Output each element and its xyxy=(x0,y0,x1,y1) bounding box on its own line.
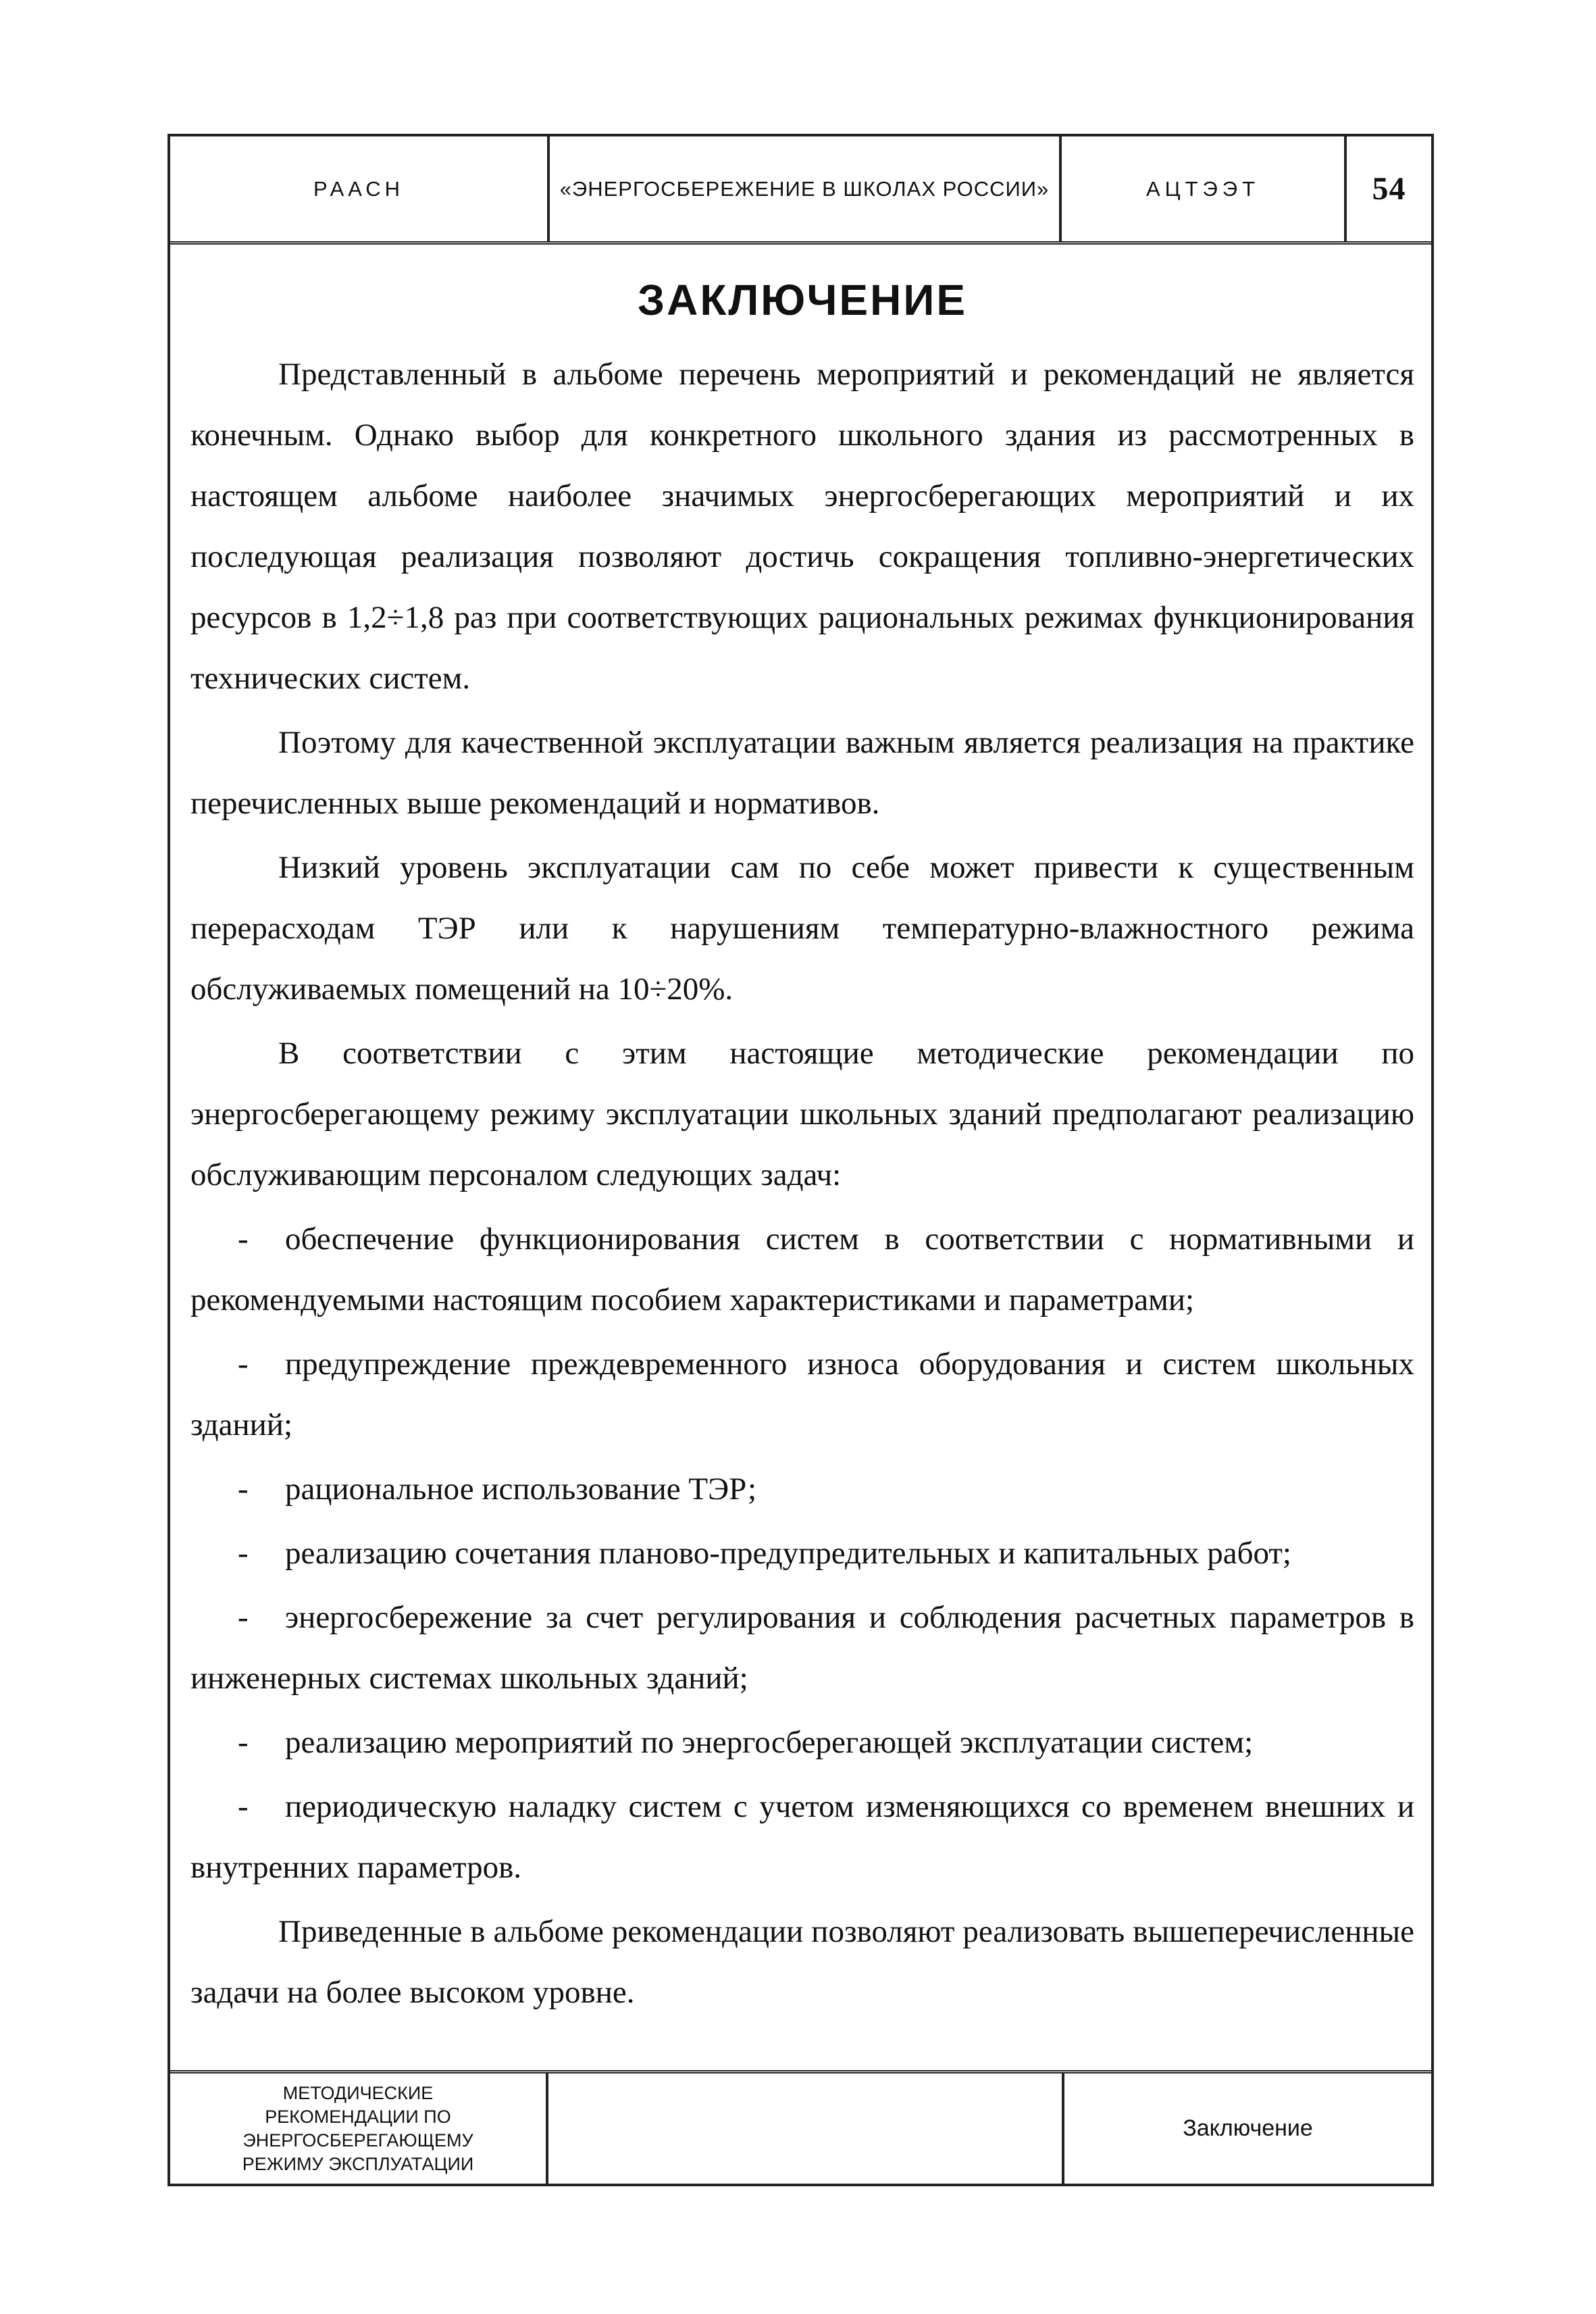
dash-marker: - xyxy=(238,1347,249,1382)
footer-table xyxy=(170,2070,1431,2184)
list-item-text: предупреждение преждевременного износа оборудования и систем школьных зданий; xyxy=(190,1347,1414,1442)
header-table xyxy=(170,136,1431,245)
page-title: ЗАКЛЮЧЕНИЕ xyxy=(638,276,967,324)
footer-middle-cell xyxy=(548,2073,1064,2184)
paragraph: Поэтому для качественной эксплуатации важным является реализация на практике перечисленных выше рекомендаций и нормативов. xyxy=(190,725,1414,821)
list-item-text: рациональное использование ТЭР; xyxy=(285,1472,757,1507)
dash-marker: - xyxy=(238,1222,249,1257)
footer-doc-title xyxy=(170,2073,548,2184)
paragraph: В соответствии с этим настоящие методические рекомендации по энергосберегающему режиму эксплуатации школьных зданий предполагают реализацию обслуживающим персоналом следующих задач: xyxy=(190,1036,1414,1192)
list-item-text: реализацию мероприятий по энергосберегающей эксплуатации систем; xyxy=(285,1725,1254,1760)
dash-marker: - xyxy=(238,1725,249,1760)
dash-marker: - xyxy=(238,1472,249,1507)
list-item-text: обеспечение функционирования систем в соответствии с нормативными и рекомендуемыми настоящим пособием характеристиками и параметрами; xyxy=(190,1222,1414,1317)
page-number: 54 xyxy=(1372,171,1406,207)
list-item-text: периодическую наладку систем с учетом изменяющихся со временем внешних и внутренних параметров. xyxy=(190,1789,1414,1885)
list-item xyxy=(190,1523,1414,1584)
footer-doc-title-line: МЕТОДИЧЕСКИЕ xyxy=(282,2082,434,2103)
list-item xyxy=(190,1209,1414,1330)
footer-section: Заключение xyxy=(1183,2115,1313,2141)
dash-marker: - xyxy=(238,1789,249,1824)
list-item xyxy=(190,1459,1414,1519)
list-item-text: реализацию сочетания планово-предупредительных и капитальных работ; xyxy=(285,1536,1291,1571)
list-item xyxy=(190,1587,1414,1709)
page-frame xyxy=(168,134,1434,2186)
list-item xyxy=(190,1776,1414,1898)
list-item xyxy=(190,1334,1414,1455)
list-item xyxy=(190,1712,1414,1773)
footer-doc-title-line: ЭНЕРГОСБЕРЕГАЮЩЕМУ xyxy=(242,2130,473,2150)
dash-marker: - xyxy=(238,1536,249,1571)
header-org: РААСН xyxy=(170,136,550,241)
main-content xyxy=(190,255,1414,2026)
dash-marker: - xyxy=(238,1600,249,1635)
paragraph: Представленный в альбоме перечень мероприятий и рекомендаций не является конечным. Однако выбор для конкретного школьного здания из рассмотренных в настоящем альбоме наиболее значимых энергосберегающих мероприятий и их последующая реализация позволяют достичь сокращения топливно-энергетических ресурсов в 1,2÷1,8 раз при соответствующих рациональных режимах функционирования технических систем. xyxy=(190,357,1414,696)
header-program: «ЭНЕРГОСБЕРЕЖЕНИЕ В ШКОЛАХ РОССИИ» xyxy=(550,136,1062,241)
list-item-text: энергосбережение за счет регулирования и соблюдения расчетных параметров в инженерных системах школьных зданий; xyxy=(190,1600,1414,1696)
header-agency: АЦТЭЭТ xyxy=(1062,136,1347,241)
footer-doc-title-line: РЕЖИМУ ЭКСПЛУАТАЦИИ xyxy=(242,2153,474,2174)
closing-paragraph: Приведенные в альбоме рекомендации позволяют реализовать вышеперечисленные задачи на более высоком уровне. xyxy=(190,1914,1414,2010)
paragraph: Низкий уровень эксплуатации сам по себе может привести к существенным перерасходам ТЭР или к нарушениям температурно-влажностного режима обслуживаемых помещений на 10÷20%. xyxy=(190,850,1414,1007)
footer-doc-title-line: РЕКОМЕНДАЦИИ ПО xyxy=(265,2106,451,2127)
